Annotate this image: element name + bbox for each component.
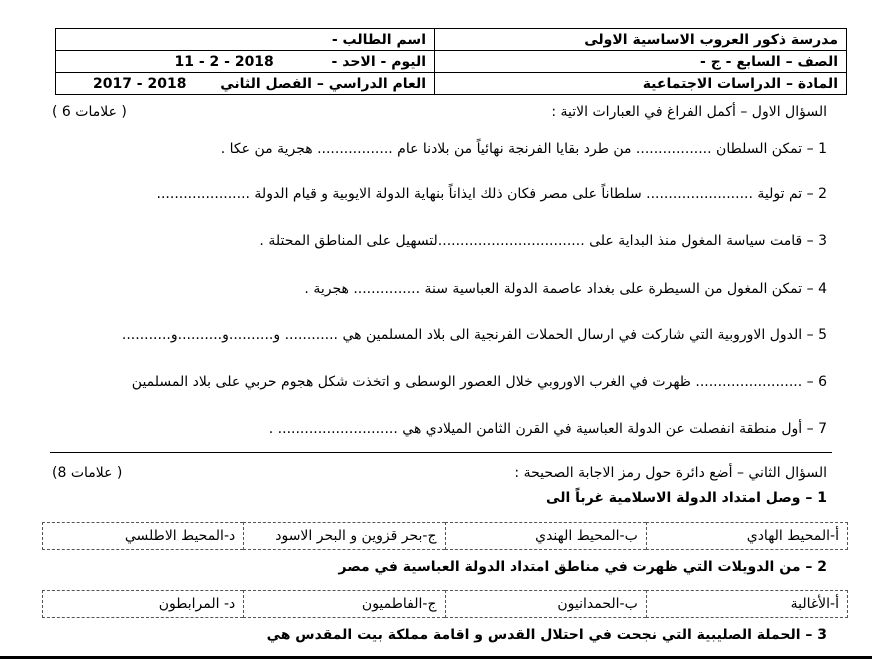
subject-label: المادة – الدراسات الاجتماعية xyxy=(435,73,847,95)
student-name-label: اسم الطالب - xyxy=(56,29,435,51)
school-name: مدرسة ذكور العروب الاساسية الاولى xyxy=(435,29,847,51)
q1-marks: ( 6 علامات ) xyxy=(52,104,127,120)
q1-item-7: 7 – أول منطقة انفصلت عن الدولة العباسية في القرن الثامن الميلادي هي ........................... . xyxy=(268,421,827,437)
section-divider xyxy=(50,452,832,453)
option-b[interactable]: ب-الحمدانيون xyxy=(445,591,646,618)
q2-options-2 xyxy=(42,590,848,618)
day-label: اليوم - الاحد - xyxy=(331,53,426,70)
option-d[interactable]: د- المرابطون xyxy=(43,591,244,618)
q1-item-5: 5 – الدول الاوروبية التي شاركت في ارسال الحملات الفرنجية الى بلاد المسلمين هي ............ و..........و..........و........... xyxy=(121,327,827,343)
class-label: الصف – السابع - ج - xyxy=(435,51,847,73)
option-a[interactable]: أ-المحيط الهادي xyxy=(646,523,847,550)
q2-options-1 xyxy=(42,522,848,550)
year-cell xyxy=(56,73,435,95)
q1-title: السؤال الاول – أكمل الفراغ في العبارات الاتية : xyxy=(551,104,827,120)
q2-question-1: 1 – وصل امتداد الدولة الاسلامية غرباً الى xyxy=(546,490,827,506)
q1-item-1: 1 – تمكن السلطان ................. من طرد بقايا الفرنجة نهائياً من بلادنا عام ................. هجرية من عكا . xyxy=(220,141,827,157)
option-c[interactable]: ج-بحر قزوين و البحر الاسود xyxy=(244,523,445,550)
q1-item-2: 2 – تم تولية ........................ سلطاناً على مصر فكان ذلك ايذاناً بنهاية الدولة الايوبية و قيام الدولة ..................... xyxy=(156,186,827,202)
q1-item-6: 6 – ........................ ظهرت في الغرب الاوروبي خلال العصور الوسطى و اتخذت شكل هجوم حربي على بلاد المسلمين xyxy=(131,374,827,390)
option-a[interactable]: أ-الأغالبة xyxy=(646,591,847,618)
q2-question-3: 3 – الحملة الصليبية التي نجحت في احتلال القدس و اقامة مملكة بيت المقدس هي xyxy=(266,627,827,643)
q1-item-4: 4 – تمكن المغول من السيطرة على بغداد عاصمة الدولة العباسية سنة ............... هجرية . xyxy=(304,281,827,297)
q1-item-3: 3 – قامت سياسة المغول منذ البداية على .................................لتسهيل على المناطق المحتلة . xyxy=(259,233,827,249)
option-d[interactable]: د-المحيط الاطلسي xyxy=(43,523,244,550)
option-c[interactable]: ج-الفاطميون xyxy=(244,591,445,618)
exam-date: 11 - 2 - 2018 xyxy=(174,53,274,70)
year-label: العام الدراسي – الفصل الثاني xyxy=(220,75,426,92)
header-table xyxy=(55,28,847,95)
year-value: 2017 - 2018 xyxy=(92,75,187,92)
day-date-cell xyxy=(56,51,435,73)
q2-marks: (8 علامات ) xyxy=(52,465,123,481)
option-b[interactable]: ب-المحيط الهندي xyxy=(445,523,646,550)
q2-title: السؤال الثاني – أضع دائرة حول رمز الاجابة الصحيحة : xyxy=(514,465,827,481)
q2-question-2: 2 – من الدويلات التي ظهرت في مناطق امتداد الدولة العباسية في مصر xyxy=(338,559,827,575)
